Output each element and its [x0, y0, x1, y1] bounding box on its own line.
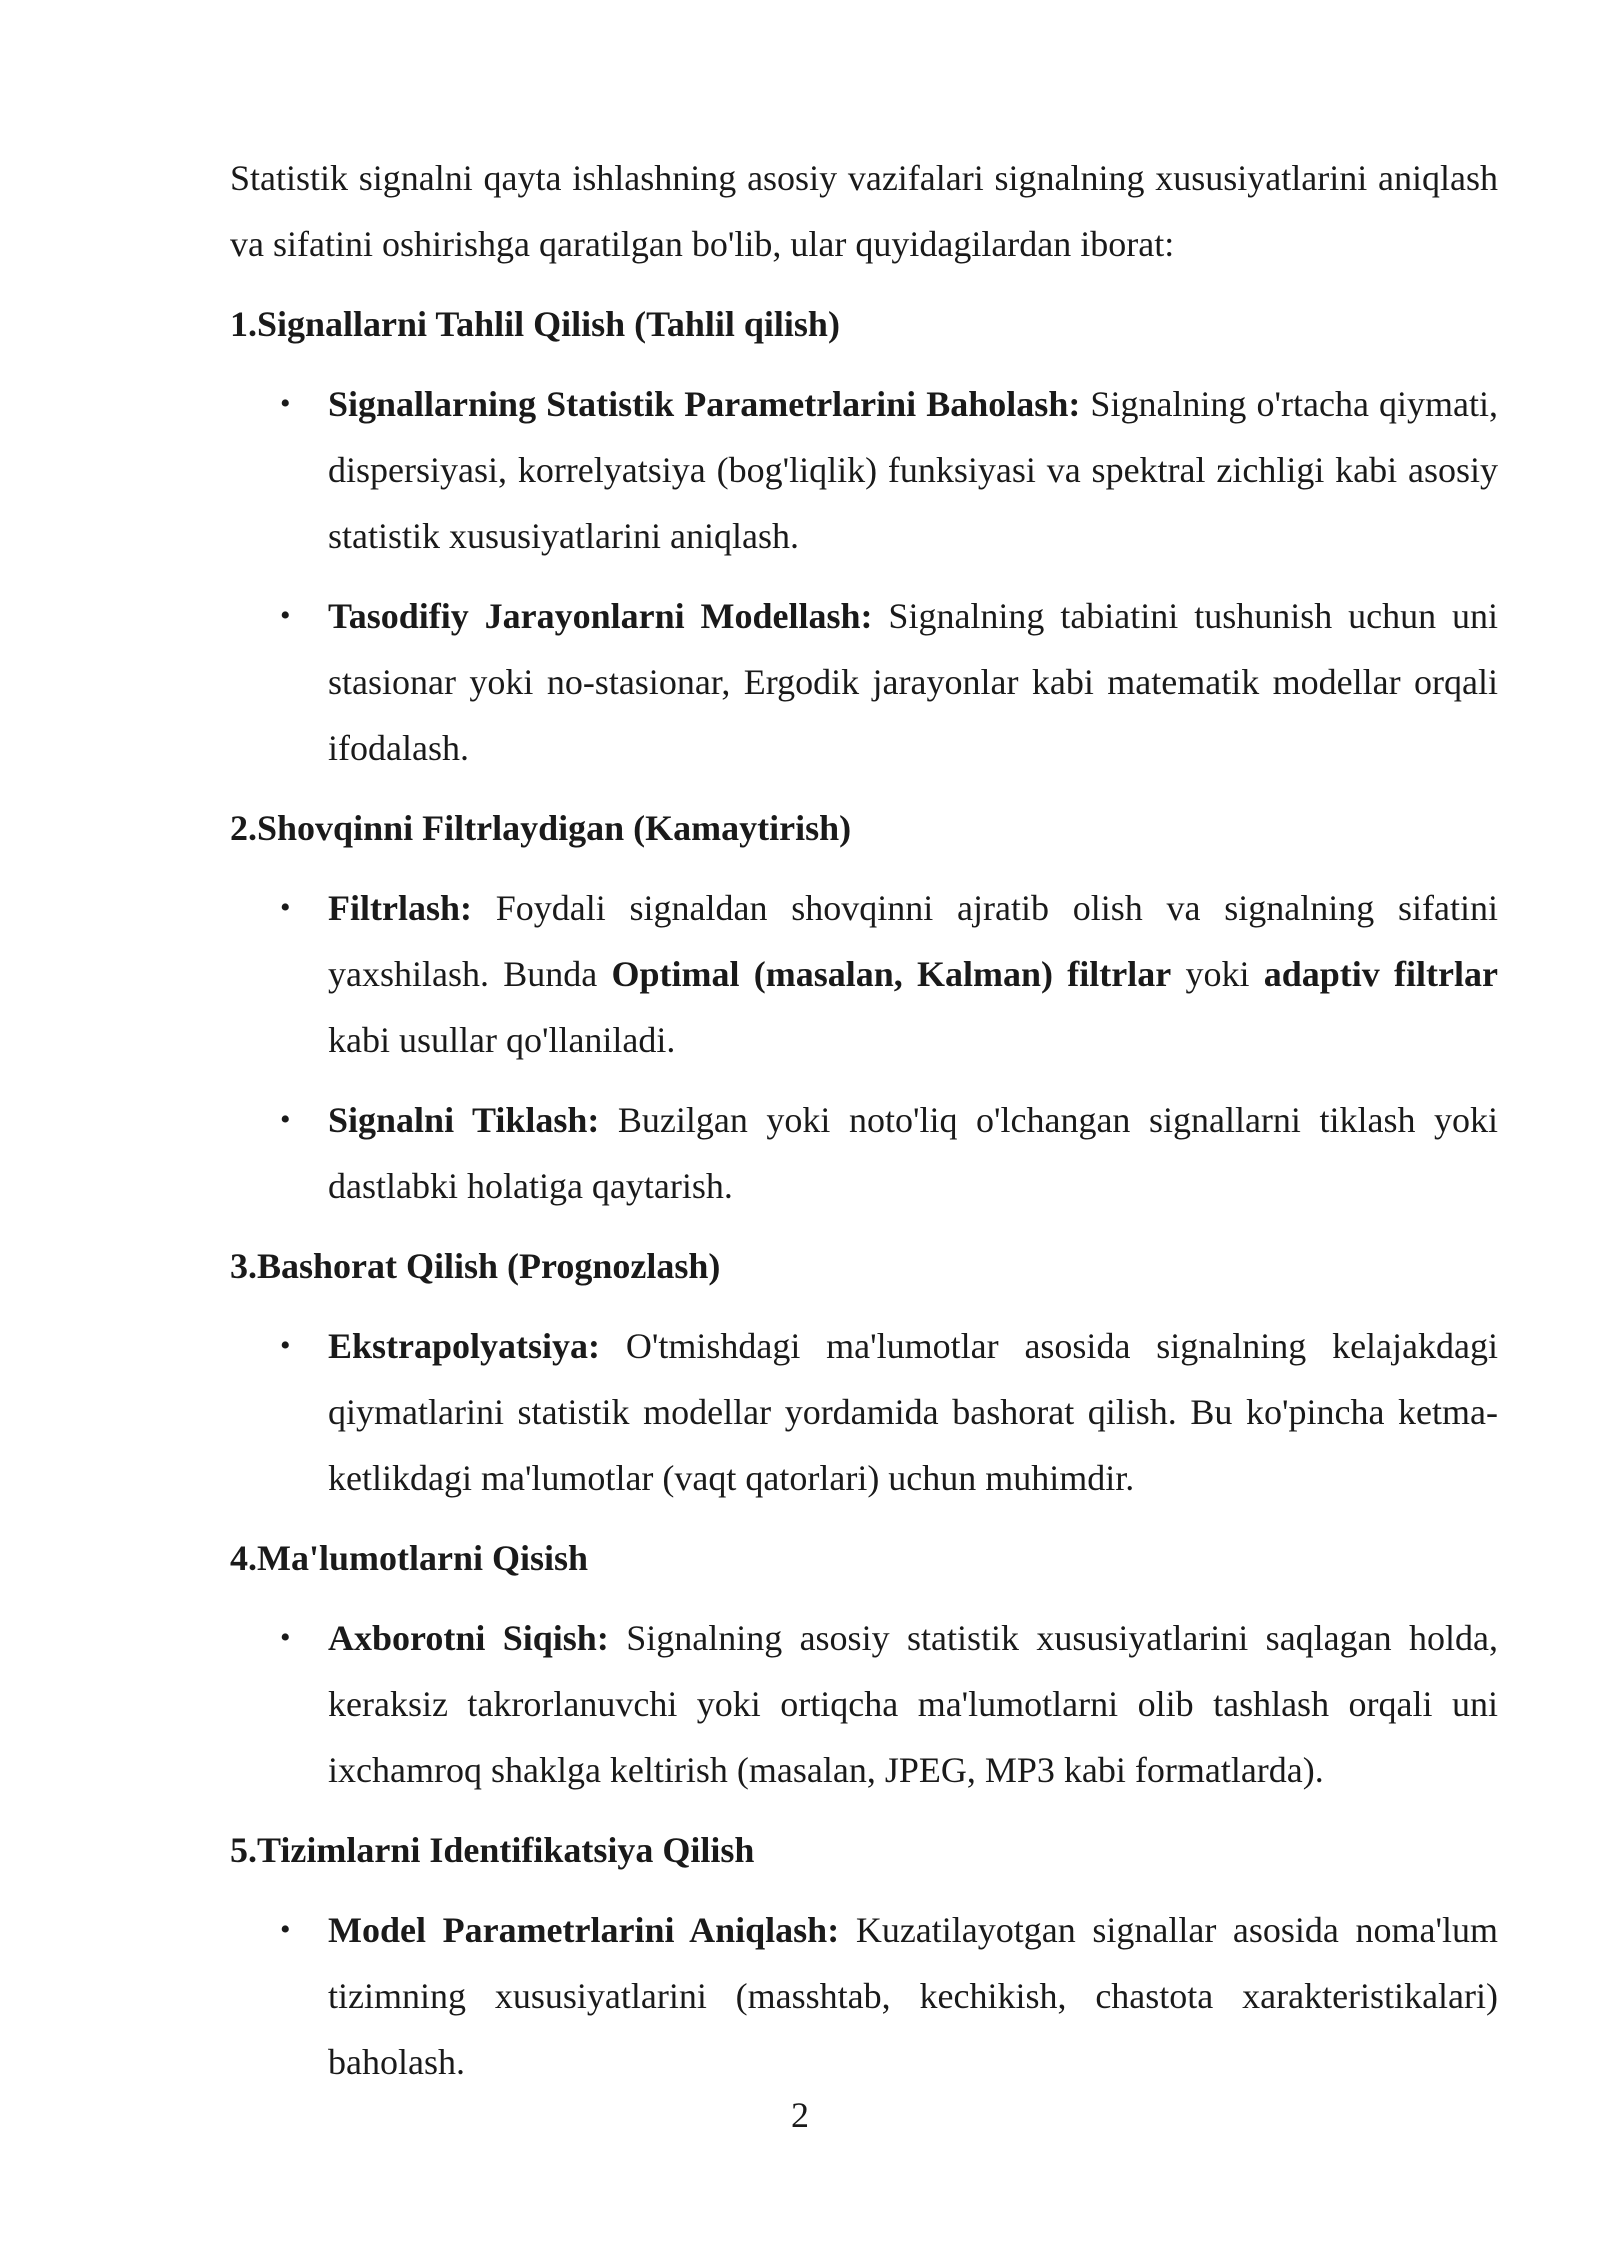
item-text: Signalning tabiatini tushunish uchun uni stasionar yoki no-stasionar, Ergodik jarayonlar kabi matematik modellar orqali ifodalash. — [328, 596, 1498, 768]
document-page — [230, 145, 1498, 2109]
section-number: 2. — [230, 808, 257, 848]
list-item — [230, 875, 1498, 1073]
item-lead: Ekstrapolyatsiya: — [328, 1326, 601, 1366]
bullet-icon: • — [280, 1103, 291, 1136]
item-lead: Tasodifiy Jarayonlarni Modellash: — [328, 596, 873, 636]
bullet-list — [230, 1313, 1498, 1511]
item-lead: Filtrlash: — [328, 888, 472, 928]
item-text: kabi usullar qo'llaniladi. — [328, 1020, 676, 1060]
section-2 — [230, 795, 1498, 1219]
section-title: Signallarni Tahlil Qilish (Tahlil qilish) — [257, 304, 840, 344]
bullet-icon: • — [280, 1329, 291, 1362]
section-heading — [230, 1233, 1498, 1299]
item-bold-term: Optimal (masalan, Kalman) filtrlar — [611, 954, 1172, 994]
section-title: Shovqinni Filtrlaydigan (Kamaytirish) — [257, 808, 852, 848]
section-number: 3. — [230, 1246, 257, 1286]
item-lead: Model Parametrlarini Aniqlash: — [328, 1910, 840, 1950]
bullet-icon: • — [280, 891, 291, 924]
item-lead: Signallarning Statistik Parametrlarini Baholash: — [328, 384, 1081, 424]
section-heading — [230, 291, 1498, 357]
section-1 — [230, 291, 1498, 781]
list-item — [230, 1087, 1498, 1219]
item-lead: Signalni Tiklash: — [328, 1100, 600, 1140]
bullet-icon: • — [280, 1621, 291, 1654]
bullet-icon: • — [280, 599, 291, 632]
section-title: Tizimlarni Identifikatsiya Qilish — [257, 1830, 755, 1870]
item-text: Signalning o'rtacha qiymati, dispersiyasi, korrelyatsiya (bog'liqlik) funksiyasi va spektral zichligi kabi asosiy statistik xususiyatlarini aniqlash. — [328, 384, 1498, 556]
list-item — [230, 1897, 1498, 2095]
section-4 — [230, 1525, 1498, 1803]
page-number: 2 — [791, 2095, 809, 2135]
section-number: 5. — [230, 1830, 257, 1870]
section-5 — [230, 1817, 1498, 2095]
item-text: Signalning asosiy statistik xususiyatlarini saqlagan holda, keraksiz takrorlanuvchi yoki ortiqcha ma'lumotlarni olib tashlash orqali uni ixchamroq shaklga keltirish (masalan, JPEG, MP3 kabi formatlarda). — [328, 1618, 1498, 1790]
section-title: Bashorat Qilish (Prognozlash) — [257, 1246, 721, 1286]
section-title: Ma'lumotlarni Qisish — [257, 1538, 589, 1578]
bullet-icon: • — [280, 1913, 291, 1946]
section-heading — [230, 1817, 1498, 1883]
section-heading — [230, 1525, 1498, 1591]
bullet-icon: • — [280, 387, 291, 420]
bullet-list — [230, 875, 1498, 1219]
item-bold-term: adaptiv filtrlar — [1263, 954, 1498, 994]
item-text: O'tmishdagi ma'lumotlar asosida signalning kelajakdagi qiymatlarini statistik modellar yordamida bashorat qilish. Bu ko'pincha ketma-ketlikdagi ma'lumotlar (vaqt qatorlari) uchun muhimdir. — [328, 1326, 1498, 1498]
list-item — [230, 1313, 1498, 1511]
list-item — [230, 371, 1498, 569]
bullet-list — [230, 1605, 1498, 1803]
list-item — [230, 583, 1498, 781]
item-lead: Axborotni Siqish: — [328, 1618, 609, 1658]
item-text: Buzilgan yoki noto'liq o'lchangan signallarni tiklash yoki dastlabki holatiga qaytarish. — [328, 1100, 1498, 1206]
item-text: Kuzatilayotgan signallar asosida noma'lum tizimning xususiyatlarini (masshtab, kechikish, chastota xarakteristikalari) baholash. — [328, 1910, 1498, 2082]
intro-paragraph: Statistik signalni qayta ishlashning asosiy vazifalari signalning xususiyatlarini aniqlash va sifatini oshirishga qaratilgan bo'lib, ular quyidagilardan iborat: — [230, 158, 1498, 264]
list-item — [230, 1605, 1498, 1803]
section-3 — [230, 1233, 1498, 1511]
section-number: 4. — [230, 1538, 257, 1578]
bullet-list — [230, 371, 1498, 781]
bullet-list — [230, 1897, 1498, 2095]
section-number: 1. — [230, 304, 257, 344]
item-text: Foydali signaldan shovqinni ajratib olish va signalning sifatini yaxshilash. Bunda — [328, 888, 1498, 994]
item-text: yoki — [1171, 954, 1264, 994]
section-heading — [230, 795, 1498, 861]
